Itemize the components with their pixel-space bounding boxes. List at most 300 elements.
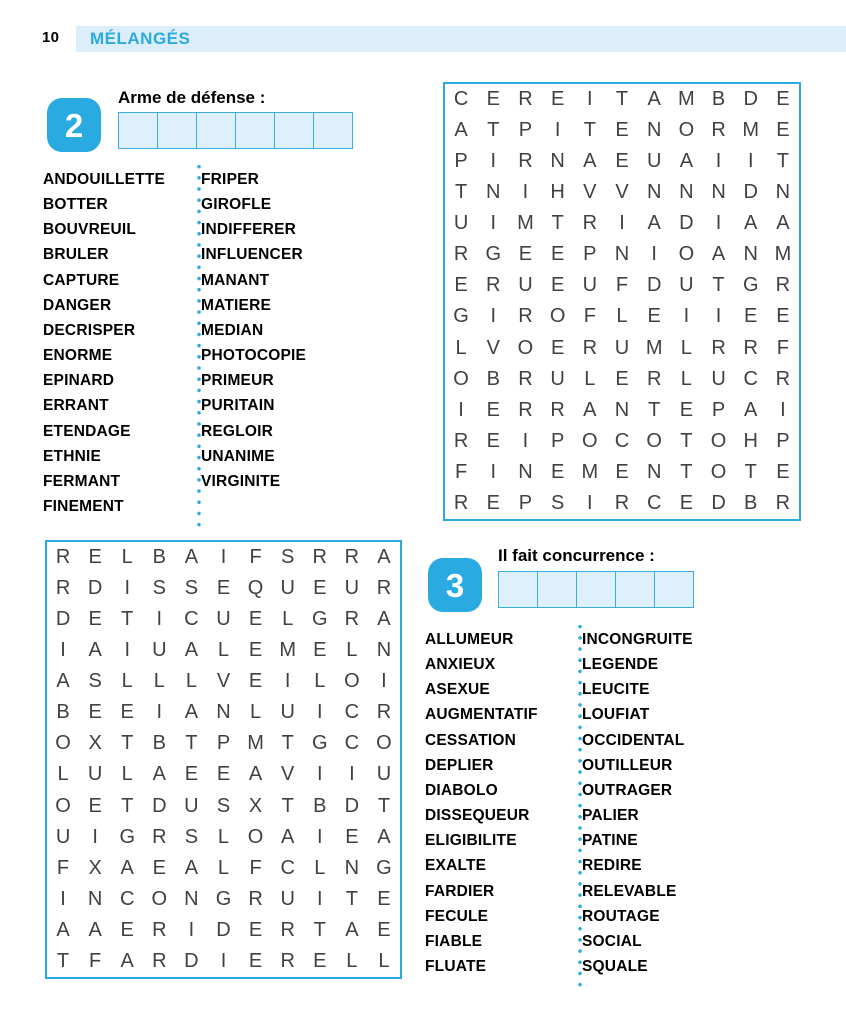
grid-letter[interactable]: E bbox=[776, 88, 790, 111]
grid-letter[interactable]: E bbox=[744, 305, 758, 328]
grid-letter[interactable]: R bbox=[152, 825, 167, 848]
grid-letter[interactable]: G bbox=[311, 732, 328, 755]
grid-letter[interactable]: R bbox=[248, 887, 263, 910]
grid-letter[interactable]: G bbox=[485, 243, 502, 266]
grid-letter[interactable]: E bbox=[647, 305, 661, 328]
grid-letter[interactable]: A bbox=[679, 150, 694, 173]
grid-letter[interactable]: I bbox=[747, 150, 754, 173]
grid-letter[interactable]: C bbox=[453, 88, 469, 111]
grid-letter[interactable]: X bbox=[248, 794, 263, 817]
grid-letter[interactable]: T bbox=[281, 732, 294, 755]
grid-letter[interactable]: M bbox=[581, 460, 599, 483]
grid-letter[interactable]: A bbox=[120, 949, 134, 972]
grid-letter[interactable]: E bbox=[88, 546, 102, 569]
grid-letter[interactable]: I bbox=[715, 212, 722, 235]
grid-letter[interactable]: G bbox=[311, 608, 328, 631]
grid-letter[interactable]: U bbox=[216, 608, 231, 631]
answer-cell[interactable] bbox=[274, 112, 314, 149]
grid-letter[interactable]: E bbox=[248, 608, 263, 631]
grid-letter[interactable]: A bbox=[184, 856, 199, 879]
grid-letter[interactable]: U bbox=[184, 794, 199, 817]
grid-letter[interactable]: F bbox=[776, 336, 790, 359]
grid-letter[interactable]: M bbox=[774, 243, 792, 266]
grid-letter[interactable]: N bbox=[646, 460, 662, 483]
grid-letter[interactable]: M bbox=[678, 88, 695, 111]
grid-letter[interactable]: N bbox=[376, 639, 392, 662]
grid-letter[interactable]: T bbox=[454, 181, 468, 204]
grid-letter[interactable]: T bbox=[56, 949, 70, 972]
grid-letter[interactable]: P bbox=[550, 429, 565, 452]
grid-letter[interactable]: A bbox=[56, 670, 70, 693]
grid-letter[interactable]: U bbox=[679, 274, 694, 297]
grid-letter[interactable]: E bbox=[615, 367, 629, 390]
grid-letter[interactable]: M bbox=[742, 119, 760, 142]
grid-letter[interactable]: I bbox=[587, 491, 593, 514]
grid-letter[interactable]: E bbox=[776, 460, 790, 483]
grid-letter[interactable]: I bbox=[554, 119, 561, 142]
grid-letter[interactable]: R bbox=[453, 243, 469, 266]
grid-letter[interactable]: E bbox=[248, 918, 263, 941]
grid-letter[interactable]: G bbox=[742, 274, 759, 297]
grid-letter[interactable]: X bbox=[88, 856, 102, 879]
grid-letter[interactable]: O bbox=[376, 732, 392, 755]
grid-letter[interactable]: A bbox=[88, 918, 102, 941]
grid-letter[interactable]: R bbox=[486, 274, 501, 297]
grid-letter[interactable]: L bbox=[121, 670, 133, 693]
grid-letter[interactable]: O bbox=[517, 336, 534, 359]
grid-letter[interactable]: N bbox=[184, 887, 199, 910]
answer-cell[interactable] bbox=[118, 112, 158, 149]
grid-letter[interactable]: E bbox=[615, 119, 629, 142]
grid-letter[interactable]: E bbox=[550, 88, 565, 111]
grid-letter[interactable]: T bbox=[121, 608, 134, 631]
grid-letter[interactable]: E bbox=[88, 794, 102, 817]
grid-letter[interactable]: T bbox=[487, 119, 500, 142]
grid-letter[interactable]: V bbox=[583, 181, 597, 204]
grid-letter[interactable]: R bbox=[743, 336, 758, 359]
grid-letter[interactable]: A bbox=[377, 825, 391, 848]
grid-letter[interactable]: L bbox=[217, 825, 230, 848]
grid-letter[interactable]: I bbox=[490, 460, 497, 483]
grid-letter[interactable]: D bbox=[646, 274, 662, 297]
grid-letter[interactable]: G bbox=[215, 887, 232, 910]
grid-letter[interactable]: L bbox=[680, 367, 692, 390]
grid-letter[interactable]: C bbox=[743, 367, 758, 390]
grid-letter[interactable]: H bbox=[550, 181, 565, 204]
grid-letter[interactable]: N bbox=[344, 856, 360, 879]
grid-letter[interactable]: E bbox=[248, 639, 263, 662]
grid-letter[interactable]: R bbox=[582, 336, 598, 359]
grid-letter[interactable]: A bbox=[776, 212, 790, 235]
grid-letter[interactable]: E bbox=[120, 918, 134, 941]
grid-letter[interactable]: C bbox=[646, 491, 662, 514]
grid-letter[interactable]: E bbox=[313, 949, 327, 972]
grid-letter[interactable]: G bbox=[119, 825, 135, 848]
grid-letter[interactable]: R bbox=[582, 212, 598, 235]
grid-letter[interactable]: I bbox=[522, 181, 529, 204]
grid-letter[interactable]: R bbox=[550, 398, 565, 421]
grid-letter[interactable]: E bbox=[248, 670, 263, 693]
grid-letter[interactable]: A bbox=[345, 918, 359, 941]
grid-letter[interactable]: F bbox=[56, 856, 70, 879]
grid-letter[interactable]: N bbox=[550, 150, 565, 173]
grid-letter[interactable]: P bbox=[454, 150, 468, 173]
grid-letter[interactable]: O bbox=[646, 429, 662, 452]
grid-letter[interactable]: I bbox=[715, 150, 722, 173]
grid-letter[interactable]: N bbox=[216, 701, 231, 724]
grid-letter[interactable]: I bbox=[60, 887, 66, 910]
grid-letter[interactable]: O bbox=[710, 460, 727, 483]
grid-letter[interactable]: L bbox=[282, 608, 294, 631]
grid-letter[interactable]: D bbox=[87, 577, 103, 600]
grid-letter[interactable]: A bbox=[454, 119, 468, 142]
grid-letter[interactable]: E bbox=[679, 398, 694, 421]
grid-letter[interactable]: A bbox=[583, 150, 597, 173]
grid-letter[interactable]: T bbox=[615, 88, 629, 111]
grid-letter[interactable]: L bbox=[378, 949, 390, 972]
grid-letter[interactable]: L bbox=[153, 670, 165, 693]
grid-letter[interactable]: E bbox=[486, 429, 500, 452]
grid-letter[interactable]: L bbox=[185, 670, 197, 693]
grid-letter[interactable]: F bbox=[583, 305, 596, 328]
grid-letter[interactable]: B bbox=[486, 367, 500, 390]
grid-letter[interactable]: P bbox=[216, 732, 231, 755]
grid-letter[interactable]: I bbox=[284, 670, 291, 693]
grid-letter[interactable]: T bbox=[583, 119, 596, 142]
grid-letter[interactable]: F bbox=[615, 274, 629, 297]
grid-letter[interactable]: T bbox=[680, 429, 693, 452]
grid-letter[interactable]: N bbox=[87, 887, 103, 910]
grid-letter[interactable]: O bbox=[678, 119, 695, 142]
grid-letter[interactable]: A bbox=[744, 398, 758, 421]
grid-letter[interactable]: P bbox=[711, 398, 726, 421]
grid-letter[interactable]: R bbox=[55, 577, 71, 600]
grid-letter[interactable]: T bbox=[345, 887, 358, 910]
grid-letter[interactable]: L bbox=[455, 336, 467, 359]
grid-letter[interactable]: F bbox=[249, 546, 262, 569]
grid-letter[interactable]: D bbox=[679, 212, 694, 235]
grid-letter[interactable]: U bbox=[550, 367, 565, 390]
grid-letter[interactable]: R bbox=[518, 88, 533, 111]
grid-letter[interactable]: U bbox=[280, 577, 295, 600]
grid-letter[interactable]: L bbox=[584, 367, 596, 390]
grid-letter[interactable]: T bbox=[648, 398, 661, 421]
grid-letter[interactable]: A bbox=[88, 639, 102, 662]
grid-letter[interactable]: O bbox=[582, 429, 598, 452]
grid-letter[interactable]: I bbox=[60, 639, 66, 662]
grid-letter[interactable]: A bbox=[184, 639, 199, 662]
grid-letter[interactable]: C bbox=[280, 856, 295, 879]
grid-letter[interactable]: U bbox=[55, 825, 71, 848]
grid-letter[interactable]: M bbox=[247, 732, 264, 755]
grid-letter[interactable]: N bbox=[711, 181, 726, 204]
grid-letter[interactable]: U bbox=[518, 274, 533, 297]
grid-letter[interactable]: A bbox=[56, 918, 70, 941]
grid-letter[interactable]: R bbox=[518, 305, 533, 328]
grid-letter[interactable]: E bbox=[152, 856, 166, 879]
answer-cell[interactable] bbox=[498, 571, 538, 608]
grid-letter[interactable]: I bbox=[316, 825, 323, 848]
grid-letter[interactable]: I bbox=[349, 763, 355, 786]
grid-letter[interactable]: E bbox=[88, 608, 102, 631]
grid-letter[interactable]: V bbox=[281, 763, 295, 786]
grid-letter[interactable]: D bbox=[743, 181, 758, 204]
grid-letter[interactable]: S bbox=[216, 794, 231, 817]
grid-letter[interactable]: S bbox=[88, 670, 102, 693]
grid-letter[interactable]: T bbox=[551, 212, 564, 235]
grid-letter[interactable]: I bbox=[92, 825, 98, 848]
grid-letter[interactable]: L bbox=[346, 639, 358, 662]
grid-letter[interactable]: A bbox=[583, 398, 597, 421]
grid-letter[interactable]: I bbox=[220, 546, 227, 569]
grid-letter[interactable]: C bbox=[614, 429, 630, 452]
grid-letter[interactable]: R bbox=[376, 577, 392, 600]
grid-letter[interactable]: N bbox=[486, 181, 501, 204]
grid-letter[interactable]: L bbox=[250, 701, 262, 724]
grid-letter[interactable]: V bbox=[216, 670, 231, 693]
grid-letter[interactable]: D bbox=[743, 88, 758, 111]
grid-letter[interactable]: B bbox=[313, 794, 327, 817]
grid-letter[interactable]: E bbox=[615, 150, 629, 173]
grid-letter[interactable]: T bbox=[121, 732, 134, 755]
grid-letter[interactable]: E bbox=[550, 336, 565, 359]
grid-letter[interactable]: T bbox=[680, 460, 693, 483]
grid-letter[interactable]: N bbox=[679, 181, 694, 204]
grid-letter[interactable]: E bbox=[550, 460, 565, 483]
grid-letter[interactable]: D bbox=[711, 491, 726, 514]
grid-letter[interactable]: U bbox=[711, 367, 726, 390]
grid-letter[interactable]: E bbox=[550, 274, 565, 297]
grid-letter[interactable]: O bbox=[55, 732, 71, 755]
answer-cell[interactable] bbox=[235, 112, 275, 149]
answer-cell[interactable] bbox=[654, 571, 694, 608]
grid-letter[interactable]: T bbox=[121, 794, 134, 817]
grid-letter[interactable]: L bbox=[217, 639, 230, 662]
grid-letter[interactable]: G bbox=[453, 305, 469, 328]
grid-letter[interactable]: U bbox=[87, 763, 103, 786]
grid-letter[interactable]: R bbox=[518, 150, 533, 173]
grid-letter[interactable]: O bbox=[453, 367, 469, 390]
grid-letter[interactable]: E bbox=[377, 918, 391, 941]
grid-letter[interactable]: A bbox=[281, 825, 295, 848]
grid-letter[interactable]: E bbox=[313, 577, 327, 600]
grid-letter[interactable]: S bbox=[152, 577, 166, 600]
grid-letter[interactable]: O bbox=[678, 243, 695, 266]
grid-letter[interactable]: T bbox=[281, 794, 294, 817]
grid-letter[interactable]: R bbox=[646, 367, 662, 390]
grid-letter[interactable]: A bbox=[152, 763, 166, 786]
grid-letter[interactable]: G bbox=[376, 856, 392, 879]
grid-letter[interactable]: B bbox=[56, 701, 70, 724]
grid-letter[interactable]: S bbox=[184, 577, 199, 600]
grid-letter[interactable]: D bbox=[152, 794, 167, 817]
grid-letter[interactable]: O bbox=[344, 670, 360, 693]
grid-letter[interactable]: I bbox=[156, 608, 163, 631]
grid-letter[interactable]: R bbox=[344, 608, 360, 631]
grid-letter[interactable]: T bbox=[185, 732, 198, 755]
grid-letter[interactable]: P bbox=[518, 491, 533, 514]
grid-letter[interactable]: P bbox=[583, 243, 597, 266]
grid-letter[interactable]: I bbox=[683, 305, 690, 328]
grid-letter[interactable]: I bbox=[124, 639, 130, 662]
grid-letter[interactable]: V bbox=[486, 336, 500, 359]
grid-letter[interactable]: U bbox=[152, 639, 167, 662]
grid-letter[interactable]: A bbox=[744, 212, 758, 235]
grid-letter[interactable]: L bbox=[57, 763, 69, 786]
grid-letter[interactable]: D bbox=[344, 794, 360, 817]
grid-letter[interactable]: A bbox=[647, 212, 661, 235]
grid-letter[interactable]: R bbox=[312, 546, 327, 569]
grid-letter[interactable]: T bbox=[744, 460, 757, 483]
grid-letter[interactable]: B bbox=[711, 88, 726, 111]
grid-letter[interactable]: R bbox=[775, 367, 791, 390]
grid-letter[interactable]: R bbox=[453, 491, 469, 514]
grid-letter[interactable]: O bbox=[151, 887, 168, 910]
answer-cell[interactable] bbox=[615, 571, 655, 608]
grid-letter[interactable]: B bbox=[744, 491, 758, 514]
grid-letter[interactable]: L bbox=[314, 670, 326, 693]
grid-letter[interactable]: R bbox=[775, 491, 791, 514]
grid-letter[interactable]: B bbox=[152, 732, 166, 755]
grid-letter[interactable]: R bbox=[614, 491, 630, 514]
grid-letter[interactable]: I bbox=[316, 701, 323, 724]
grid-letter[interactable]: S bbox=[184, 825, 199, 848]
grid-letter[interactable]: N bbox=[646, 119, 662, 142]
grid-letter[interactable]: I bbox=[188, 918, 195, 941]
grid-letter[interactable]: H bbox=[743, 429, 758, 452]
grid-letter[interactable]: N bbox=[614, 398, 630, 421]
grid-letter[interactable]: R bbox=[280, 949, 295, 972]
grid-letter[interactable]: E bbox=[518, 243, 533, 266]
grid-letter[interactable]: O bbox=[55, 794, 71, 817]
grid-letter[interactable]: P bbox=[776, 429, 790, 452]
grid-letter[interactable]: U bbox=[582, 274, 598, 297]
grid-letter[interactable]: U bbox=[344, 577, 360, 600]
grid-letter[interactable]: E bbox=[216, 577, 231, 600]
grid-letter[interactable]: A bbox=[184, 701, 199, 724]
grid-letter[interactable]: N bbox=[743, 243, 758, 266]
grid-letter[interactable]: A bbox=[248, 763, 263, 786]
grid-letter[interactable]: F bbox=[89, 949, 102, 972]
grid-letter[interactable]: U bbox=[646, 150, 662, 173]
grid-letter[interactable]: A bbox=[711, 243, 726, 266]
grid-letter[interactable]: B bbox=[152, 546, 166, 569]
grid-letter[interactable]: D bbox=[216, 918, 231, 941]
grid-letter[interactable]: F bbox=[454, 460, 468, 483]
grid-letter[interactable]: L bbox=[121, 546, 133, 569]
grid-letter[interactable]: U bbox=[453, 212, 469, 235]
grid-letter[interactable]: E bbox=[345, 825, 359, 848]
grid-letter[interactable]: E bbox=[216, 763, 231, 786]
grid-letter[interactable]: A bbox=[647, 88, 661, 111]
grid-letter[interactable]: A bbox=[120, 856, 134, 879]
grid-letter[interactable]: I bbox=[715, 305, 722, 328]
grid-letter[interactable]: V bbox=[615, 181, 629, 204]
grid-letter[interactable]: I bbox=[490, 305, 497, 328]
grid-letter[interactable]: E bbox=[248, 949, 263, 972]
grid-letter[interactable]: I bbox=[490, 212, 497, 235]
grid-letter[interactable]: E bbox=[377, 887, 391, 910]
grid-letter[interactable]: I bbox=[490, 150, 497, 173]
grid-letter[interactable]: E bbox=[486, 398, 500, 421]
grid-letter[interactable]: E bbox=[679, 491, 694, 514]
grid-letter[interactable]: T bbox=[377, 794, 391, 817]
grid-letter[interactable]: S bbox=[550, 491, 565, 514]
grid-letter[interactable]: R bbox=[775, 274, 791, 297]
grid-letter[interactable]: E bbox=[184, 763, 199, 786]
grid-letter[interactable]: E bbox=[120, 701, 134, 724]
grid-letter[interactable]: E bbox=[776, 119, 790, 142]
grid-letter[interactable]: I bbox=[619, 212, 625, 235]
grid-letter[interactable]: N bbox=[518, 460, 533, 483]
grid-letter[interactable]: R bbox=[376, 701, 392, 724]
grid-letter[interactable]: A bbox=[184, 546, 199, 569]
grid-letter[interactable]: D bbox=[184, 949, 199, 972]
grid-letter[interactable]: O bbox=[710, 429, 727, 452]
grid-letter[interactable]: I bbox=[587, 88, 593, 111]
grid-letter[interactable]: E bbox=[615, 460, 629, 483]
grid-letter[interactable]: M bbox=[645, 336, 663, 359]
grid-letter[interactable]: T bbox=[313, 918, 326, 941]
grid-letter[interactable]: C bbox=[119, 887, 135, 910]
grid-letter[interactable]: M bbox=[279, 639, 296, 662]
grid-letter[interactable]: Q bbox=[247, 577, 264, 600]
grid-letter[interactable]: T bbox=[712, 274, 725, 297]
grid-letter[interactable]: L bbox=[314, 856, 326, 879]
grid-letter[interactable]: N bbox=[775, 181, 791, 204]
grid-letter[interactable]: U bbox=[376, 763, 392, 786]
grid-letter[interactable]: R bbox=[344, 546, 360, 569]
grid-letter[interactable]: R bbox=[453, 429, 469, 452]
grid-letter[interactable]: I bbox=[156, 701, 163, 724]
grid-letter[interactable]: R bbox=[280, 918, 295, 941]
grid-letter[interactable]: I bbox=[220, 949, 227, 972]
grid-letter[interactable]: E bbox=[486, 491, 500, 514]
answer-cell[interactable] bbox=[157, 112, 197, 149]
grid-letter[interactable]: R bbox=[152, 949, 167, 972]
grid-letter[interactable]: I bbox=[522, 429, 529, 452]
grid-letter[interactable]: I bbox=[316, 887, 323, 910]
grid-letter[interactable]: A bbox=[377, 608, 391, 631]
grid-letter[interactable]: O bbox=[549, 305, 566, 328]
grid-letter[interactable]: L bbox=[121, 763, 133, 786]
grid-letter[interactable]: O bbox=[247, 825, 264, 848]
grid-letter[interactable]: R bbox=[711, 119, 726, 142]
grid-letter[interactable]: P bbox=[518, 119, 533, 142]
grid-letter[interactable]: I bbox=[780, 398, 786, 421]
grid-letter[interactable]: E bbox=[313, 639, 327, 662]
answer-cell[interactable] bbox=[537, 571, 577, 608]
answer-cell[interactable] bbox=[313, 112, 353, 149]
grid-letter[interactable]: X bbox=[88, 732, 102, 755]
grid-letter[interactable]: U bbox=[280, 887, 295, 910]
answer-cell[interactable] bbox=[576, 571, 616, 608]
grid-letter[interactable]: C bbox=[344, 732, 360, 755]
grid-letter[interactable]: A bbox=[377, 546, 391, 569]
grid-letter[interactable]: I bbox=[458, 398, 464, 421]
grid-letter[interactable]: R bbox=[711, 336, 726, 359]
grid-letter[interactable]: N bbox=[646, 181, 662, 204]
grid-letter[interactable]: R bbox=[152, 918, 167, 941]
grid-letter[interactable]: U bbox=[280, 701, 295, 724]
grid-letter[interactable]: C bbox=[184, 608, 199, 631]
grid-letter[interactable]: L bbox=[616, 305, 628, 328]
grid-letter[interactable]: E bbox=[454, 274, 468, 297]
grid-letter[interactable]: E bbox=[486, 88, 500, 111]
grid-letter[interactable]: E bbox=[776, 305, 790, 328]
grid-letter[interactable]: L bbox=[346, 949, 358, 972]
grid-letter[interactable]: N bbox=[614, 243, 630, 266]
